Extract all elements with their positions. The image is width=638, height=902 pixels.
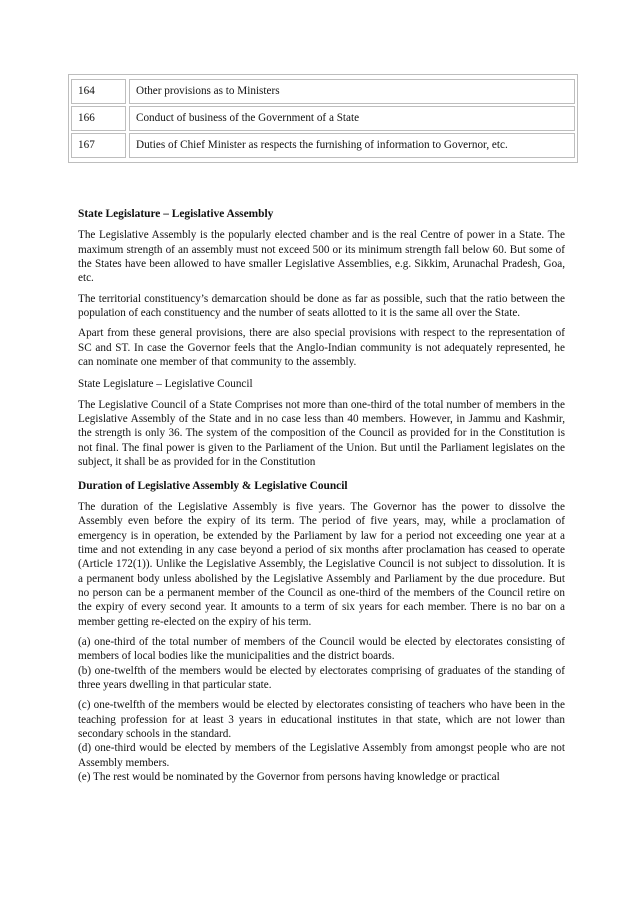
document-body <box>78 207 565 784</box>
article-description-cell: Other provisions as to Ministers <box>129 79 575 104</box>
list-item: (a) one-third of the total number of members of the Council would be elected by electorates consisting of members of local bodies like the municipalities and the district boards. <box>78 635 565 663</box>
article-number-cell: 167 <box>71 133 126 158</box>
duration-heading: Duration of Legislative Assembly & Legislative Council <box>78 479 348 492</box>
list-item: (e) The rest would be nominated by the Governor from persons having knowledge or practical <box>78 771 500 784</box>
legislative-assembly-heading: State Legislature – Legislative Assembly <box>78 208 274 220</box>
paragraph: The Legislative Assembly is the popularly elected chamber and is the real Centre of power in a State. The maximum strength of an assembly must not exceed 500 or its minimum strength fall below 60. But some of the States have been allowed to have smaller Legislative Assemblies, e.g. Sikkim, Arunachal Pradesh, Goa, etc. <box>78 229 565 285</box>
list-item: (c) one-twelfth of the members would be elected by electorates consisting of teachers who have been in the teaching profession for at least 3 years in educational institutes in that state, which are not lower than secondary schools in the standard. <box>78 699 565 740</box>
paragraph: The duration of the Legislative Assembly is five years. The Governor has the power to dissolve the Assembly even before the expiry of its term. The period of five years, may, while a proclamation of emergency is in operation, be extended by the Parliament by law for a period not exceeding one year at a time and not extending in any case beyond a period of six months after proclamation has ceased to operate (Article 172(1)). Unlike the Legislative Assembly, the Legislative Council is not subject to dissolution. It is a permanent body unless abolished by the Legislative Assembly and Parliament by the due procedure. But no person can be a permanent member of the Council as one-third of the members of the Council retire on the expiry of every second year. It amounts to a term of six years for each member. There is no bar on a member getting re-elected on the expiry of his term. <box>78 500 565 628</box>
article-description-cell: Duties of Chief Minister as respects the furnishing of information to Governor, etc. <box>129 133 575 158</box>
paragraph: Apart from these general provisions, there are also special provisions with respect to the representation of SC and ST. In case the Governor feels that the Anglo-Indian community is not adequately represented, he can nominate one member of that community to the assembly. <box>78 327 565 369</box>
article-number-cell: 164 <box>71 79 126 104</box>
list-item: (d) one-third would be elected by members of the Legislative Assembly from amongst people who are not Assembly members. <box>78 742 565 769</box>
article-description-cell: Conduct of business of the Government of a State <box>129 106 575 131</box>
paragraph: The territorial constituency’s demarcation should be done as far as possible, such that the ratio between the population of each constituency and the number of seats allotted to it is the same all over the State. <box>78 292 565 320</box>
table-row <box>71 106 575 131</box>
table-row <box>71 79 575 104</box>
list-item: (b) one-twelfth of the members would be elected by electorates comprising of graduates of the standing of three years dwelling in that particular state. <box>78 664 565 691</box>
paragraph: The Legislative Council of a State Comprises not more than one-third of the total number of members in the Legislative Assembly of the State and in no case less than 40 members. However, in Jammu and Kashmir, the strength is only 36. The system of the composition of the Council as provided for in the Constitution is not final. The final power is given to the Parliament of the Union. But until the Parliament legislates on the subject, it shall be as provided for in the Constitution <box>78 398 565 469</box>
table-row <box>71 133 575 158</box>
articles-table <box>68 74 578 163</box>
article-number-cell: 166 <box>71 106 126 131</box>
legislative-council-heading: State Legislature – Legislative Council <box>78 378 253 391</box>
